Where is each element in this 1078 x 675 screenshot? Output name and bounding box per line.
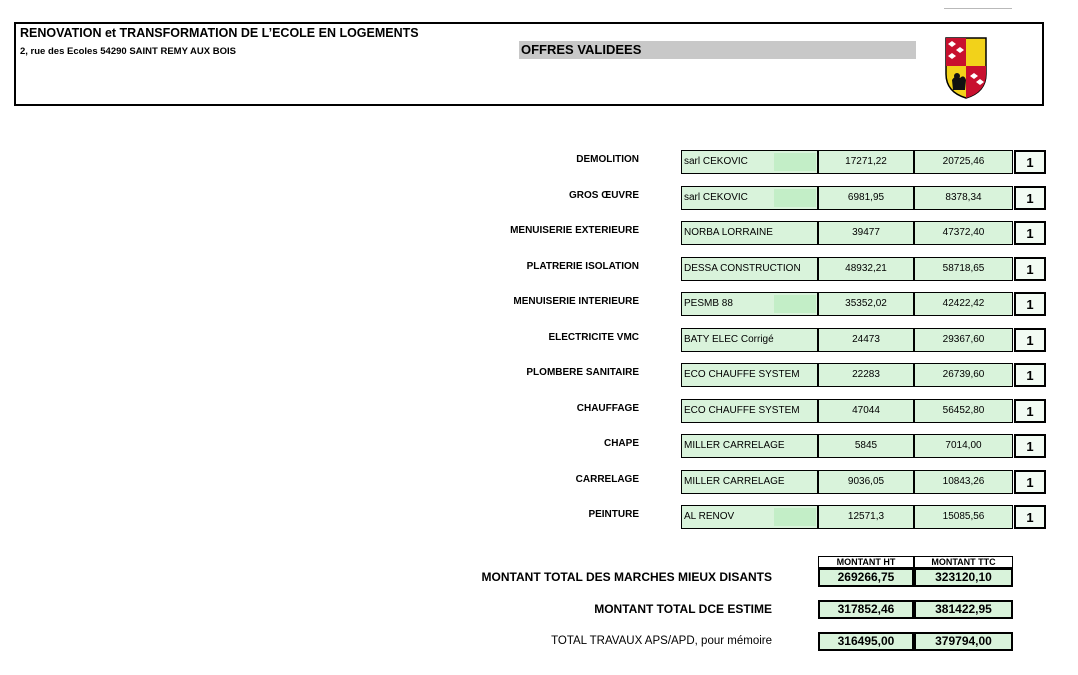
offer-count-cell: 1 xyxy=(1014,150,1046,174)
offer-count-cell: 1 xyxy=(1014,470,1046,494)
amount-ht-cell: 39477 xyxy=(818,221,914,245)
status-banner: OFFRES VALIDEES xyxy=(519,41,916,59)
total-mieux-disants-label: MONTANT TOTAL DES MARCHES MIEUX DISANTS xyxy=(481,570,772,584)
company-cell: PESMB 88 xyxy=(681,292,818,316)
company-cell: NORBA LORRAINE xyxy=(681,221,818,245)
coat-of-arms-icon xyxy=(944,36,988,100)
amount-ht-cell: 12571,3 xyxy=(818,505,914,529)
table-row xyxy=(0,186,1078,210)
offer-count-cell: 1 xyxy=(1014,434,1046,458)
amount-ht-cell: 48932,21 xyxy=(818,257,914,281)
amount-ttc-cell: 15085,56 xyxy=(914,505,1013,529)
company-cell: MILLER CARRELAGE xyxy=(681,470,818,494)
amount-ttc-cell: 26739,60 xyxy=(914,363,1013,387)
lot-label: DEMOLITION xyxy=(576,154,639,165)
table-row xyxy=(0,257,1078,281)
amount-ht-cell: 6981,95 xyxy=(818,186,914,210)
table-row xyxy=(0,150,1078,174)
lot-label: GROS ŒUVRE xyxy=(568,190,639,201)
total-aps-ht: 316495,00 xyxy=(818,632,914,651)
amount-ttc-cell: 47372,40 xyxy=(914,221,1013,245)
company-cell: sarl CEKOVIC xyxy=(681,186,818,210)
company-cell: AL RENOV xyxy=(681,505,818,529)
company-cell: ECO CHAUFFE SYSTEM xyxy=(681,399,818,423)
lot-label: PEINTURE xyxy=(588,509,639,520)
amount-ttc-cell: 56452,80 xyxy=(914,399,1013,423)
total-dce-label: MONTANT TOTAL DCE ESTIME xyxy=(594,602,772,616)
totals-header-ttc: MONTANT TTC xyxy=(914,556,1013,568)
total-mieux-disants-ht: 269266,75 xyxy=(818,568,914,587)
amount-ttc-cell: 8378,34 xyxy=(914,186,1013,210)
amount-ttc-cell: 58718,65 xyxy=(914,257,1013,281)
amount-ht-cell: 5845 xyxy=(818,434,914,458)
table-row xyxy=(0,470,1078,494)
total-mieux-disants-ttc: 323120,10 xyxy=(914,568,1013,587)
total-aps-ttc: 379794,00 xyxy=(914,632,1013,651)
amount-ttc-cell: 7014,00 xyxy=(914,434,1013,458)
offer-count-cell: 1 xyxy=(1014,363,1046,387)
offer-count-cell: 1 xyxy=(1014,399,1046,423)
total-aps-label: TOTAL TRAVAUX APS/APD, pour mémoire xyxy=(551,635,772,647)
amount-ht-cell: 47044 xyxy=(818,399,914,423)
company-filler-cell xyxy=(774,295,816,313)
lot-label: PLATRERIE ISOLATION xyxy=(526,261,639,272)
amount-ht-cell: 24473 xyxy=(818,328,914,352)
table-row xyxy=(0,363,1078,387)
total-dce-ttc: 381422,95 xyxy=(914,600,1013,619)
table-row xyxy=(0,221,1078,245)
amount-ttc-cell: 42422,42 xyxy=(914,292,1013,316)
amount-ht-cell: 9036,05 xyxy=(818,470,914,494)
offer-count-cell: 1 xyxy=(1014,257,1046,281)
offer-count-cell: 1 xyxy=(1014,221,1046,245)
company-cell: BATY ELEC Corrigé xyxy=(681,328,818,352)
amount-ht-cell: 35352,02 xyxy=(818,292,914,316)
amount-ht-cell: 17271,22 xyxy=(818,150,914,174)
table-row xyxy=(0,399,1078,423)
table-row xyxy=(0,505,1078,529)
offer-count-cell: 1 xyxy=(1014,328,1046,352)
company-filler-cell xyxy=(774,153,816,171)
amount-ht-cell: 22283 xyxy=(818,363,914,387)
lot-label: CHAPE xyxy=(603,438,639,449)
amount-ttc-cell: 29367,60 xyxy=(914,328,1013,352)
lot-label: CARRELAGE xyxy=(575,474,639,485)
offer-count-cell: 1 xyxy=(1014,505,1046,529)
project-title: RENOVATION et TRANSFORMATION DE L’ECOLE EN LOGEMENTS xyxy=(20,26,419,40)
lot-label: ELECTRICITE VMC xyxy=(548,332,639,343)
company-cell: MILLER CARRELAGE xyxy=(681,434,818,458)
table-row xyxy=(0,434,1078,458)
company-cell: ECO CHAUFFE SYSTEM xyxy=(681,363,818,387)
lot-label: PLOMBERE SANITAIRE xyxy=(526,367,639,378)
table-row xyxy=(0,328,1078,352)
document-header xyxy=(14,22,1044,106)
company-cell: DESSA CONSTRUCTION xyxy=(681,257,818,281)
table-row xyxy=(0,292,1078,316)
company-filler-cell xyxy=(774,508,816,526)
offer-count-cell: 1 xyxy=(1014,292,1046,316)
company-filler-cell xyxy=(774,189,816,207)
top-divider xyxy=(944,8,1012,9)
totals-header-ht: MONTANT HT xyxy=(818,556,914,568)
amount-ttc-cell: 10843,26 xyxy=(914,470,1013,494)
total-dce-ht: 317852,46 xyxy=(818,600,914,619)
company-cell: sarl CEKOVIC xyxy=(681,150,818,174)
amount-ttc-cell: 20725,46 xyxy=(914,150,1013,174)
project-address: 2, rue des Ecoles 54290 SAINT REMY AUX BOIS xyxy=(20,46,236,57)
lot-label: MENUISERIE EXTERIEURE xyxy=(510,225,639,236)
lot-label: CHAUFFAGE xyxy=(576,403,639,414)
lot-label: MENUISERIE INTERIEURE xyxy=(513,296,639,307)
offer-count-cell: 1 xyxy=(1014,186,1046,210)
